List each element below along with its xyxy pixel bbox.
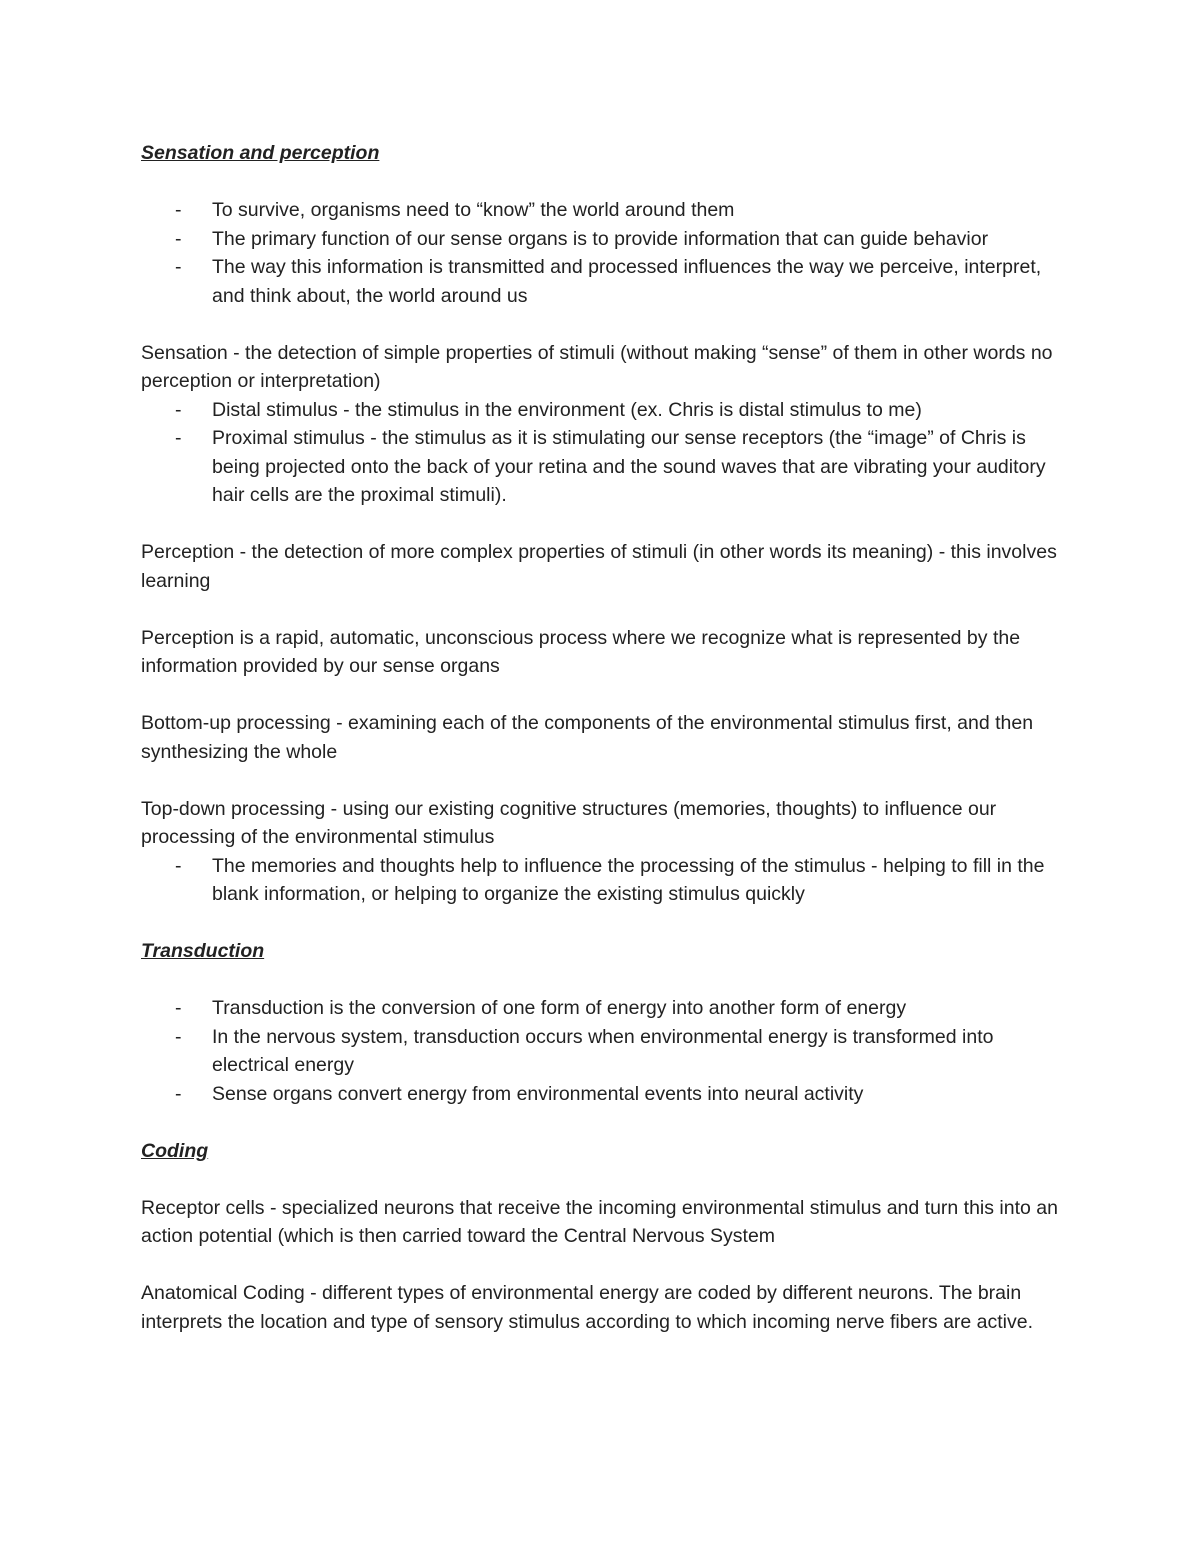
spacer <box>141 681 1061 710</box>
perception-process: Perception is a rapid, automatic, unconscious process where we recognize what is represented by the information provided by our sense organs <box>141 626 1021 677</box>
list-item-text: Proximal stimulus - the stimulus as it is stimulating our sense receptors (the “image” of Chris is being projected onto the back of your retina and the sound waves that are vibrating your auditory hair cells are the proximal stimuli). <box>212 427 1046 506</box>
receptor-cells-definition: Receptor cells - specialized neurons that receive the incoming environmental stimulus and turn this into an action potential (which is then carried toward the Central Nervous System <box>141 1196 1058 1247</box>
perception-definition: Perception - the detection of more complex properties of stimuli (in other words its meaning) - this involves learning <box>141 541 1057 592</box>
spacer <box>141 510 1061 539</box>
list-item <box>141 196 1061 225</box>
spacer <box>141 310 1061 339</box>
spacer <box>141 766 1061 795</box>
spacer <box>141 595 1061 624</box>
bullet-list-top-down <box>141 852 1061 909</box>
bullet-list-transduction <box>141 994 1061 1108</box>
list-item-text: The memories and thoughts help to influence the processing of the stimulus - helping to fill in the blank information, or helping to organize the existing stimulus quickly <box>212 854 1045 905</box>
section-heading-coding: Coding <box>141 1139 209 1162</box>
dash-bullet: - <box>175 854 182 877</box>
list-item-text: To survive, organisms need to “know” the world around them <box>212 199 735 221</box>
spacer <box>141 168 1061 197</box>
spacer <box>141 1251 1061 1280</box>
list-item <box>141 225 1061 254</box>
list-item-text: In the nervous system, transduction occurs when environmental energy is transformed into electrical energy <box>212 1025 994 1076</box>
list-item-text: The way this information is transmitted and processed influences the way we perceive, interpret, and think about, the world around us <box>212 256 1042 307</box>
section-heading-transduction: Transduction <box>141 940 265 962</box>
dash-bullet: - <box>175 1025 182 1048</box>
list-item-text: Distal stimulus - the stimulus in the environment (ex. Chris is distal stimulus to me) <box>212 398 922 421</box>
dash-bullet: - <box>175 1082 182 1105</box>
list-item <box>141 1080 1061 1109</box>
dash-bullet: - <box>175 398 182 421</box>
list-item <box>141 1023 1061 1080</box>
dash-bullet: - <box>175 227 182 250</box>
section-heading-sensation: Sensation and perception <box>141 142 380 164</box>
list-item-text: The primary function of our sense organs is to provide information that can guide behavior <box>212 227 989 250</box>
spacer <box>141 1165 1061 1194</box>
dash-bullet: - <box>175 427 182 449</box>
spacer <box>141 1108 1061 1137</box>
list-item <box>141 396 1061 425</box>
spacer <box>141 966 1061 995</box>
sensation-definition: Sensation - the detection of simple properties of stimuli (without making “sense” of them in other words no perception or interpretation) <box>141 341 1053 392</box>
dash-bullet: - <box>175 256 182 278</box>
anatomical-coding-definition: Anatomical Coding - different types of environmental energy are coded by different neurons. The brain interprets the location and type of sensory stimulus according to which incoming nerve fibers are active. <box>141 1282 1034 1333</box>
list-item <box>141 424 1061 510</box>
dash-bullet: - <box>175 997 182 1019</box>
document-page <box>141 139 1061 1336</box>
spacer <box>141 909 1061 938</box>
list-item <box>141 852 1061 909</box>
list-item-text: Sense organs convert energy from environmental events into neural activity <box>212 1082 864 1105</box>
list-item-text: Transduction is the conversion of one form of energy into another form of energy <box>212 997 907 1019</box>
list-item <box>141 253 1061 310</box>
bottom-up-processing: Bottom-up processing - examining each of the components of the environmental stimulus first, and then synthesizing the whole <box>141 712 1034 763</box>
bullet-list-sensation <box>141 196 1061 310</box>
top-down-processing: Top-down processing - using our existing cognitive structures (memories, thoughts) to influence our processing of the environmental stimulus <box>141 797 997 848</box>
bullet-list-stimulus <box>141 396 1061 510</box>
list-item <box>141 994 1061 1023</box>
dash-bullet: - <box>175 199 182 221</box>
